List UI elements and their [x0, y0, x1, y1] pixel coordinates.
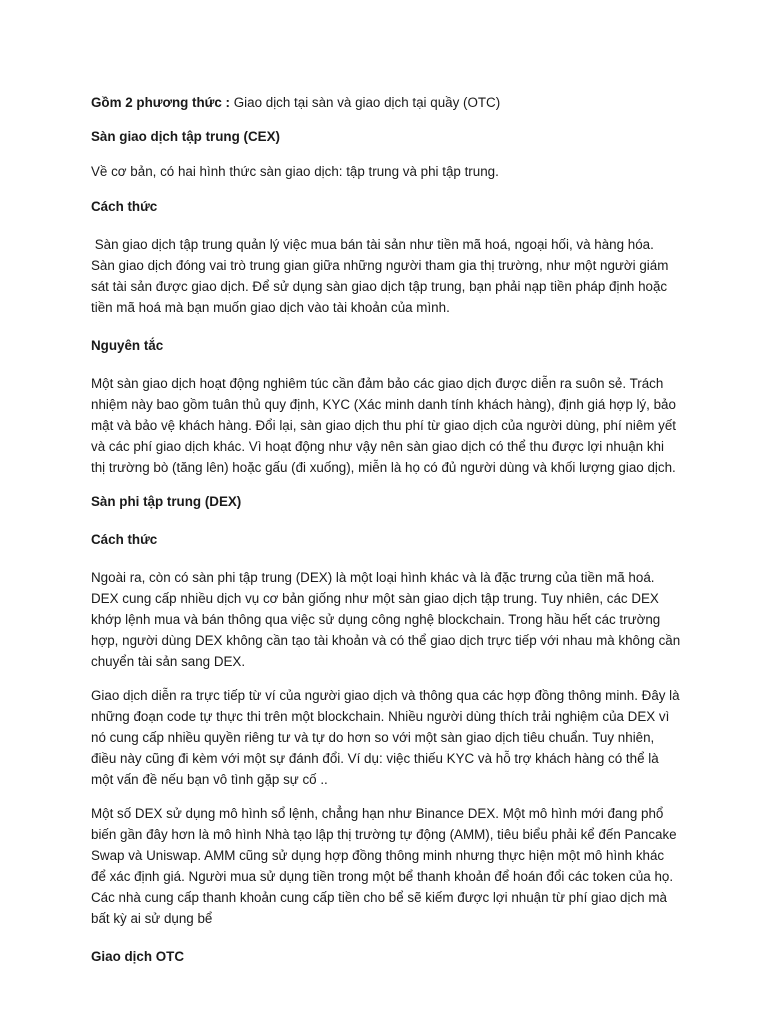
dex-heading: Sàn phi tập trung (DEX): [91, 494, 242, 509]
intro-line: [91, 92, 681, 113]
cex-method-paragraph: Sàn giao dịch tập trung quản lý việc mua bán tài sản như tiền mã hoá, ngoại hối, và hàng hóa. Sàn giao dịch đóng vai trò trung gian giữa những người tham gia thị trường, như một người giám sát tài sản được giao dịch. Để sử dụng sàn giao dịch tập trung, bạn phải nạp tiền pháp định hoặc tiền mã hoá mà bạn muốn giao dịch vào tài khoản của mình.: [91, 237, 673, 315]
dex-paragraph-1: Ngoài ra, còn có sàn phi tập trung (DEX) là một loại hình khác và là đặc trưng của tiền mã hoá. DEX cung cấp nhiều dịch vụ cơ bản giống như một sàn giao dịch tập trung. Tuy nhiên, các DEX khớp lệnh mua và bán thông qua việc sử dụng công nghệ blockchain. Trong hầu hết các trường hợp, người dùng DEX không cần tạo tài khoản và có thể giao dịch trực tiếp với nhau mà không cần chuyển tài sản sang DEX.: [91, 570, 681, 669]
cex-principle-heading: Nguyên tắc: [91, 338, 164, 353]
dex-paragraph-2: Giao dịch diễn ra trực tiếp từ ví của người giao dịch và thông qua các hợp đồng thông minh. Đây là những đoạn code tự thực thi trên một blockchain. Nhiều người dùng thích trải nghiệm của DEX vì nó cung cấp nhiều quyền riêng tư và tự do hơn so với một sàn giao dịch tiêu chuẩn. Tuy nhiên, điều này cũng đi kèm với một sự đánh đổi. Ví dụ: việc thiếu KYC và hỗ trợ khách hàng có thể là một vấn đề nếu bạn vô tình gặp sự cố ..: [91, 688, 680, 787]
cex-heading: Sàn giao dịch tập trung (CEX): [91, 129, 280, 144]
otc-heading: Giao dịch OTC: [91, 949, 184, 964]
intro-text: Giao dịch tại sàn và giao dịch tại quầy (OTC): [230, 95, 501, 110]
intro-label: Gồm 2 phương thức :: [91, 95, 231, 110]
cex-intro-paragraph: Về cơ bản, có hai hình thức sàn giao dịch: tập trung và phi tập trung.: [91, 164, 499, 179]
cex-method-heading: Cách thức: [91, 199, 158, 214]
dex-paragraph-3: Một số DEX sử dụng mô hình sổ lệnh, chẳng hạn như Binance DEX. Một mô hình mới đang phổ biến gần đây hơn là mô hình Nhà tạo lập thị trường tự động (AMM), tiêu biểu phải kể đến Pancake Swap và Uniswap. AMM cũng sử dụng hợp đồng thông minh nhưng thực hiện một mô hình khác để xác định giá. Người mua sử dụng tiền trong một bể thanh khoản để hoán đổi các token của họ. Các nhà cung cấp thanh khoản cung cấp tiền cho bể sẽ kiếm được lợi nhuận từ phí giao dịch mà bất kỳ ai sử dụng bể: [91, 806, 677, 926]
dex-method-heading: Cách thức: [91, 532, 158, 547]
document-page: [91, 92, 681, 967]
cex-principle-paragraph: Một sàn giao dịch hoạt động nghiêm túc cần đảm bảo các giao dịch được diễn ra suôn sẻ. Trách nhiệm này bao gồm tuân thủ quy định, KYC (Xác minh danh tính khách hàng), định giá hợp lý, bảo mật và bảo vệ khách hàng. Đổi lại, sàn giao dịch thu phí từ giao dịch của người dùng, phí niêm yết và các phí giao dịch khác. Vì hoạt động như vậy nên sàn giao dịch có thể thu được lợi nhuận khi thị trường bò (tăng lên) hoặc gấu (đi xuống), miễn là họ có đủ người dùng và khối lượng giao dịch.: [91, 376, 677, 475]
